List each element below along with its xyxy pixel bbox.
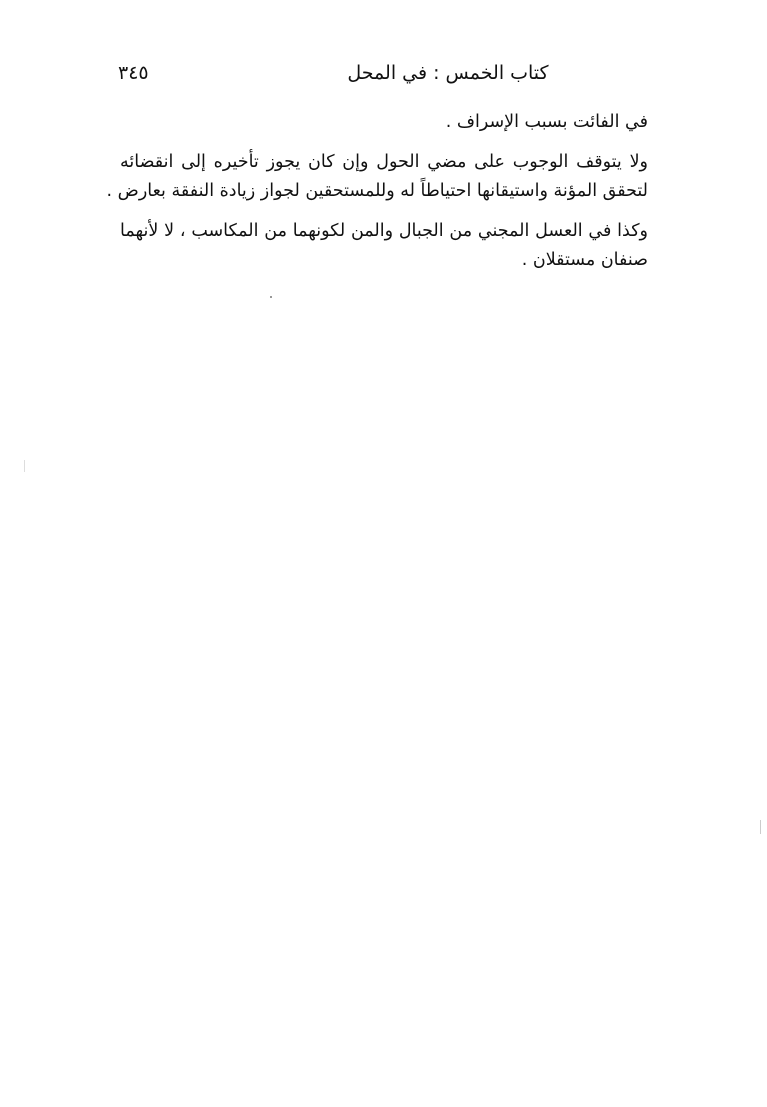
paragraph-2 bbox=[106, 148, 648, 206]
text-line: ولا يتوقف الوجوب على مضي الحول وإن كان يجوز تأخيره إلى انقضائه bbox=[120, 152, 648, 172]
text-line: في الفائت بسبب الإسراف . bbox=[445, 112, 648, 132]
page-header bbox=[118, 58, 644, 92]
scan-edge-mark bbox=[760, 820, 761, 834]
text-line: لتحقق المؤنة واستيقانها احتياطاً له وللمستحقين لجواز زيادة النفقة بعارض . bbox=[106, 181, 648, 201]
scan-speck bbox=[270, 296, 272, 298]
paragraph-3 bbox=[120, 217, 648, 275]
text-line: وكذا في العسل المجني من الجبال والمن لكونهما من المكاسب ، لا لأنهما bbox=[120, 221, 648, 241]
page-number: ٣٤٥ bbox=[118, 62, 149, 84]
scan-edge-mark bbox=[24, 460, 25, 472]
body-text bbox=[106, 108, 648, 275]
text-line: صنفان مستقلان . bbox=[521, 250, 648, 270]
running-title: كتاب الخمس : في المحل bbox=[347, 62, 549, 84]
paragraph-1 bbox=[120, 108, 648, 137]
